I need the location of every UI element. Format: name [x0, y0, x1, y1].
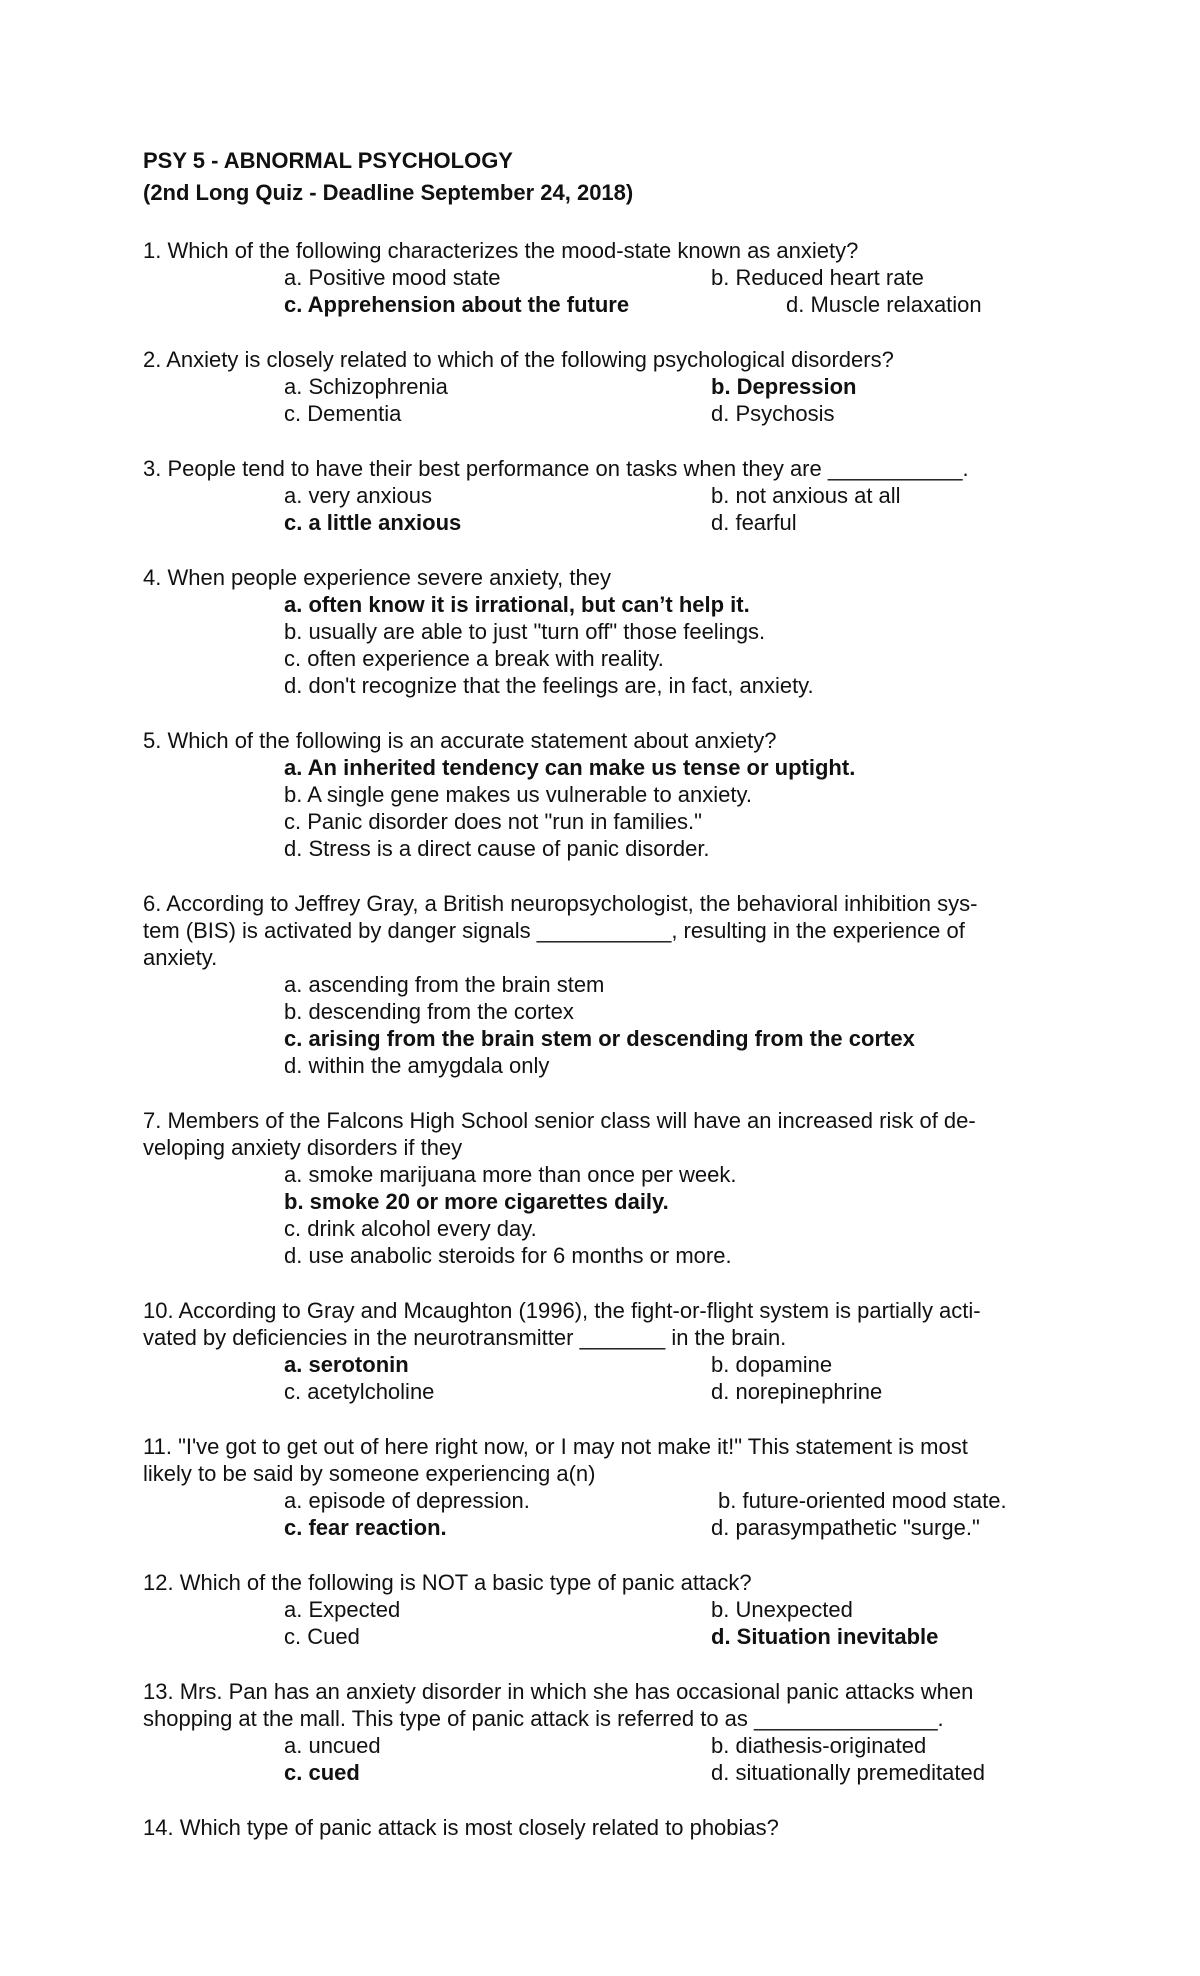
- option-d: d. Muscle relaxation: [786, 292, 982, 317]
- question-text: 6. According to Jeffrey Gray, a British neuropsychologist, the behavioral inhibition sys-: [143, 891, 978, 916]
- option-c-correct: c. a little anxious: [284, 510, 462, 535]
- option-a: a. episode of depression.: [284, 1488, 530, 1513]
- option-b-correct: b. Depression: [711, 374, 857, 399]
- option-d-correct: d. Situation inevitable: [711, 1624, 939, 1649]
- option-b: b. descending from the cortex: [284, 999, 574, 1024]
- question-text: likely to be said by someone experiencing a(n): [143, 1461, 596, 1486]
- option-d: d. norepinephrine: [711, 1379, 883, 1404]
- option-d: d. Stress is a direct cause of panic disorder.: [284, 836, 710, 861]
- question-text: 11. "I've got to get out of here right now, or I may not make it!" This statement is most: [143, 1434, 968, 1459]
- option-b: b. Reduced heart rate: [711, 265, 924, 290]
- question-text: vated by deficiencies in the neurotransmitter _______ in the brain.: [143, 1325, 787, 1350]
- option-b-correct: b. smoke 20 or more cigarettes daily.: [284, 1189, 669, 1214]
- question-text: 10. According to Gray and Mcaughton (1996), the fight-or-flight system is partially acti-: [143, 1298, 981, 1323]
- question-text: 1. Which of the following characterizes the mood-state known as anxiety?: [143, 238, 859, 263]
- option-c: c. Panic disorder does not "run in families.": [284, 809, 702, 834]
- document-title: PSY 5 - ABNORMAL PSYCHOLOGY: [143, 148, 513, 173]
- question-text: 7. Members of the Falcons High School senior class will have an increased risk of de-: [143, 1108, 976, 1133]
- question-text: veloping anxiety disorders if they: [143, 1135, 463, 1160]
- option-c-correct: c. Apprehension about the future: [284, 292, 630, 317]
- option-c: c. drink alcohol every day.: [284, 1216, 537, 1241]
- option-a-correct: a. serotonin: [284, 1352, 409, 1377]
- option-c-correct: c. fear reaction.: [284, 1515, 447, 1540]
- option-a: a. Expected: [284, 1597, 401, 1622]
- question-text: 4. When people experience severe anxiety, they: [143, 565, 611, 590]
- question-text: 3. People tend to have their best performance on tasks when they are ___________.: [143, 456, 969, 481]
- option-d: d. fearful: [711, 510, 797, 535]
- option-b: b. usually are able to just "turn off" those feelings.: [284, 619, 766, 644]
- option-a-correct: a. often know it is irrational, but can’t help it.: [284, 592, 750, 617]
- option-b: b. not anxious at all: [711, 483, 901, 508]
- question-text: 14. Which type of panic attack is most closely related to phobias?: [143, 1815, 779, 1840]
- option-d: d. within the amygdala only: [284, 1053, 550, 1078]
- option-a: a. smoke marijuana more than once per week.: [284, 1162, 737, 1187]
- option-a: a. uncued: [284, 1733, 381, 1758]
- option-c: c. Dementia: [284, 401, 402, 426]
- question-text: 12. Which of the following is NOT a basic type of panic attack?: [143, 1570, 752, 1595]
- question-text: 13. Mrs. Pan has an anxiety disorder in which she has occasional panic attacks when: [143, 1679, 974, 1704]
- option-a-correct: a. An inherited tendency can make us tense or uptight.: [284, 755, 856, 780]
- option-b: b. diathesis-originated: [711, 1733, 927, 1758]
- option-d: d. use anabolic steroids for 6 months or more.: [284, 1243, 732, 1268]
- question-text: 5. Which of the following is an accurate statement about anxiety?: [143, 728, 777, 753]
- question-text: 2. Anxiety is closely related to which of the following psychological disorders?: [143, 347, 894, 372]
- option-b: b. dopamine: [711, 1352, 833, 1377]
- option-a: a. very anxious: [284, 483, 432, 508]
- option-c: c. Cued: [284, 1624, 360, 1649]
- question-text: tem (BIS) is activated by danger signals ___________, resulting in the experience of: [143, 918, 965, 943]
- option-c-correct: c. cued: [284, 1760, 360, 1785]
- option-c-correct: c. arising from the brain stem or descending from the cortex: [284, 1026, 915, 1051]
- option-a: a. Positive mood state: [284, 265, 501, 290]
- question-text: anxiety.: [143, 945, 218, 970]
- question-text: shopping at the mall. This type of panic attack is referred to as _______________.: [143, 1706, 944, 1731]
- option-d: d. parasympathetic "surge.": [711, 1515, 980, 1540]
- option-d: d. don't recognize that the feelings are, in fact, anxiety.: [284, 673, 814, 698]
- option-a: a. ascending from the brain stem: [284, 972, 605, 997]
- option-c: c. acetylcholine: [284, 1379, 435, 1404]
- option-b: b. A single gene makes us vulnerable to anxiety.: [284, 782, 752, 807]
- option-b: b. future-oriented mood state.: [718, 1488, 1007, 1513]
- option-b: b. Unexpected: [711, 1597, 853, 1622]
- option-d: d. Psychosis: [711, 401, 835, 426]
- option-c: c. often experience a break with reality.: [284, 646, 664, 671]
- option-a: a. Schizophrenia: [284, 374, 448, 399]
- option-d: d. situationally premeditated: [711, 1760, 985, 1785]
- document-subtitle: (2nd Long Quiz - Deadline September 24, 2018): [143, 180, 634, 205]
